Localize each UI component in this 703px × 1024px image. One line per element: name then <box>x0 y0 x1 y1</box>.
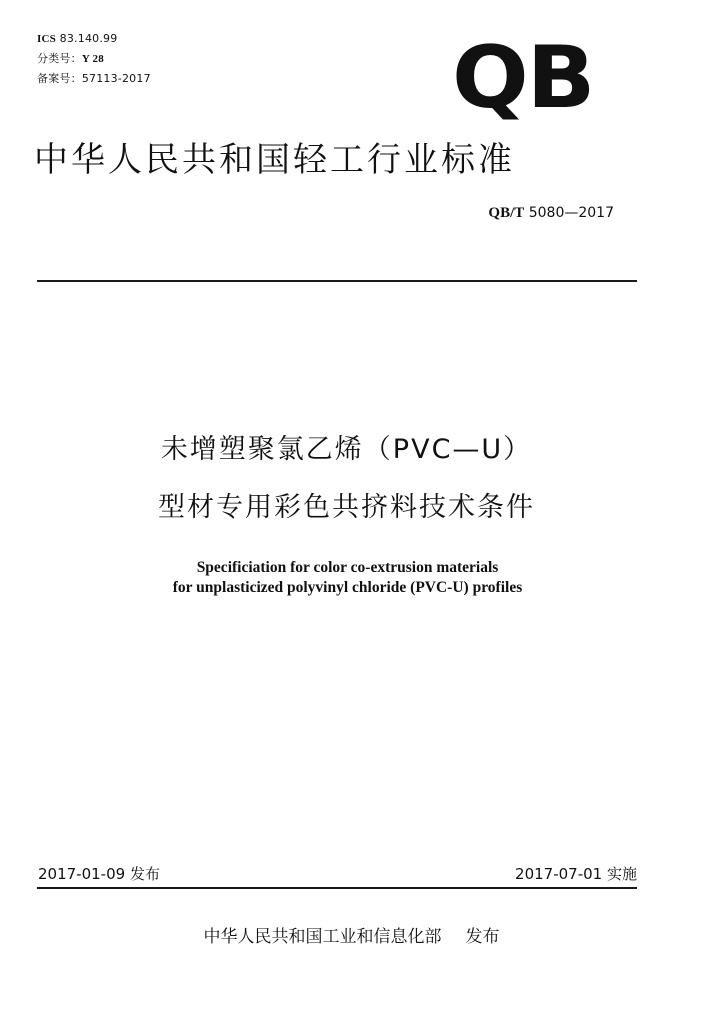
issue-date: 2017-01-09 发布 <box>38 865 160 883</box>
doc-title-cn-line2: 型材专用彩色共挤料技术条件 <box>158 492 535 523</box>
doc-title-en-line2: for unplasticized polyvinyl chloride (PVC-U) profiles <box>172 579 523 596</box>
doc-title-en-line1: Specificiation for color co-extrusion materials <box>196 559 499 576</box>
doc-title-cn-line1: 未增塑聚氯乙烯（PVC—U） <box>160 434 533 465</box>
standard-category-title: 中华人民共和国轻工行业标准 <box>34 140 515 180</box>
standard-code <box>488 204 614 222</box>
classification-line <box>37 52 104 66</box>
record-label: 备案号： <box>37 72 82 85</box>
standard-code-number: 5080—2017 <box>528 205 614 221</box>
implementation-date: 2017-07-01 实施 <box>515 865 637 883</box>
record-line <box>37 72 151 86</box>
bottom-divider <box>37 887 637 889</box>
classification-label: 分类号： <box>37 52 82 65</box>
top-divider <box>37 280 637 282</box>
ics-line <box>37 32 117 46</box>
record-value: 57113-2017 <box>81 72 151 85</box>
qb-logo: QB <box>452 28 594 128</box>
publisher-action: 发布 <box>465 927 500 947</box>
classification-value: Y 28 <box>81 53 104 65</box>
publisher-line <box>0 926 703 948</box>
ics-label: ICS <box>37 33 56 45</box>
standard-code-prefix: QB/T <box>488 205 525 221</box>
ics-value: 83.140.99 <box>59 32 118 45</box>
publisher-name: 中华人民共和国工业和信息化部 <box>203 927 442 947</box>
